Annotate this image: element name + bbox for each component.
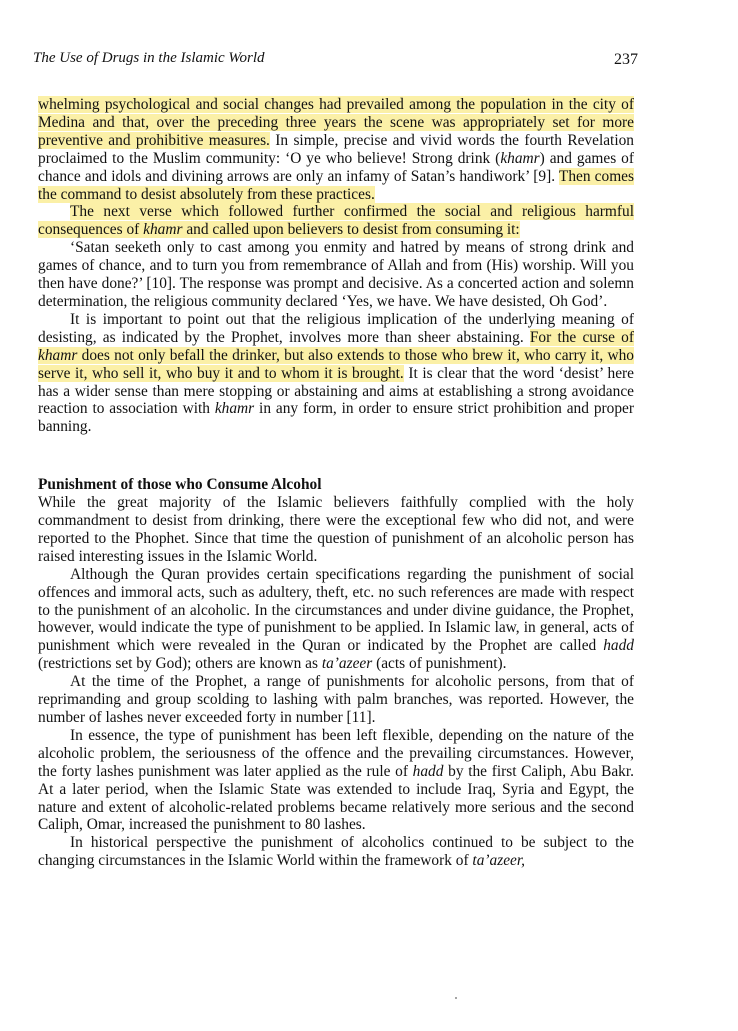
text-run: by the first Caliph, Abu Bakr. At a later period, when the Islamic State was extended to include Iraq, Syria and Egypt, the nature and extent of alcoholic-related problems became relatively more serious and the second Caliph, Omar, increased the punishment to 80 lashes. [38,762,634,834]
highlighted-text: whelming psychological and social changes had prevailed among the population in the city of Medina and that, over the preceding three years the scene was appropriately set for more preventive and prohibitive measures. [38,96,634,149]
text-run: (acts of punishment). [372,655,507,673]
section-paragraph-2 [38,566,634,673]
paragraph-3-quote: ‘Satan seeketh only to cast among you enmity and hatred by means of strong drink and games of chance, and to turn you from remembrance of Allah and from (His) worship. Will you then have done?’ [10]. The response was prompt and decisive. As a concerted action and solemn determination, the religious community declared ‘Yes, we have. We have desisted, Oh God’. [38,239,634,310]
text-run: In essence, the type of punishment has been left flexible, depending on the nature of the alcoholic problem, the seriousness of the offence and the prevailing circumstances. However, the forty lashes punishment was later applied as the rule of [38,726,634,780]
highlighted-text [38,203,634,238]
text-run: ) and games of chance and idols and divining arrows are only an infamy of Satan’s handiwork’ [9]. [38,149,635,185]
italic-term: khamr [214,400,255,418]
page-number: 237 [614,51,638,68]
italic-term: hadd [603,637,634,655]
section-heading: Punishment of those who Consume Alcohol [38,476,322,494]
highlighted-text: Then comes the command to desist absolutely from these practices. [38,167,634,203]
text-run: does not only befall the drinker, but also extends to those who brew it, who carry it, who serve it, who sell it, who buy it and to whom it is brought. [38,346,634,382]
paragraph-2 [38,203,634,239]
paragraph-4 [38,311,634,436]
text-run: in any form, in order to ensure strict prohibition and proper banning. [38,400,634,436]
italic-term: ta’azeer [321,655,373,673]
section-paragraph-3: At the time of the Prophet, a range of punishments for alcoholic persons, from that of reprimanding and group scolding to lashing with palm branches, was reported. However, the number of lashes never exceeded forty in number [11]. [38,673,634,726]
text-run: and called upon believers to desist from consuming it: [182,221,520,239]
text-run: In historical perspective the punishment of alcoholics continued to be subject to the changing circumstances in the Islamic World within the framework of [38,834,634,870]
text-run: Although the Quran provides certain specifications regarding the punishment of social offences and immoral acts, such as adultery, theft, etc. no such references are made with respect to the punishment of an alcoholic. In the circumstances and under divine guidance, the Prophet, however, would indicate the type of punishment to be applied. In Islamic law, in general, acts of punishment which were revealed in the Quran or indicated by the Prophet are called [38,565,634,655]
running-title: The Use of Drugs in the Islamic World [33,50,265,66]
text-run: It is important to point out that the religious implication of the underlying meaning of desisting, as indicated by the Prophet, involves more than sheer abstaining. [38,310,634,346]
text-run: For the curse of [529,328,634,346]
text-run: In simple, precise and vivid words the fourth Revelation proclaimed to the Muslim community: ‘O ye who believe! Strong drink ( [38,131,634,167]
text-run: It is clear that the word ‘desist’ here has a wider sense than mere stopping or abstaining and aims at establishing a strong avoidance reaction to association with [38,364,634,418]
italic-term: khamr [143,221,183,239]
text-run: (restrictions set by God); others are known as [38,655,322,673]
body-text [38,96,634,870]
italic-term: ta’azeer, [472,852,525,870]
paragraph-1 [38,96,634,203]
scan-speck [455,997,457,999]
section-paragraph-1: While the great majority of the Islamic believers faithfully complied with the holy commandment to desist from drinking, there were the exceptional few who did not, and were reported to the Phophet. Since that time the question of punishment of an alcoholic person has raised interesting issues in the Islamic World. [38,494,634,565]
italic-term: hadd [412,762,444,780]
section-paragraph-4 [38,727,634,834]
italic-term: khamr [38,346,78,364]
section-paragraph-5 [38,834,634,870]
running-header [33,50,638,72]
italic-term: khamr [500,149,540,167]
text-run: The next verse which followed further confirmed the social and religious harmful consequences of [38,203,634,239]
